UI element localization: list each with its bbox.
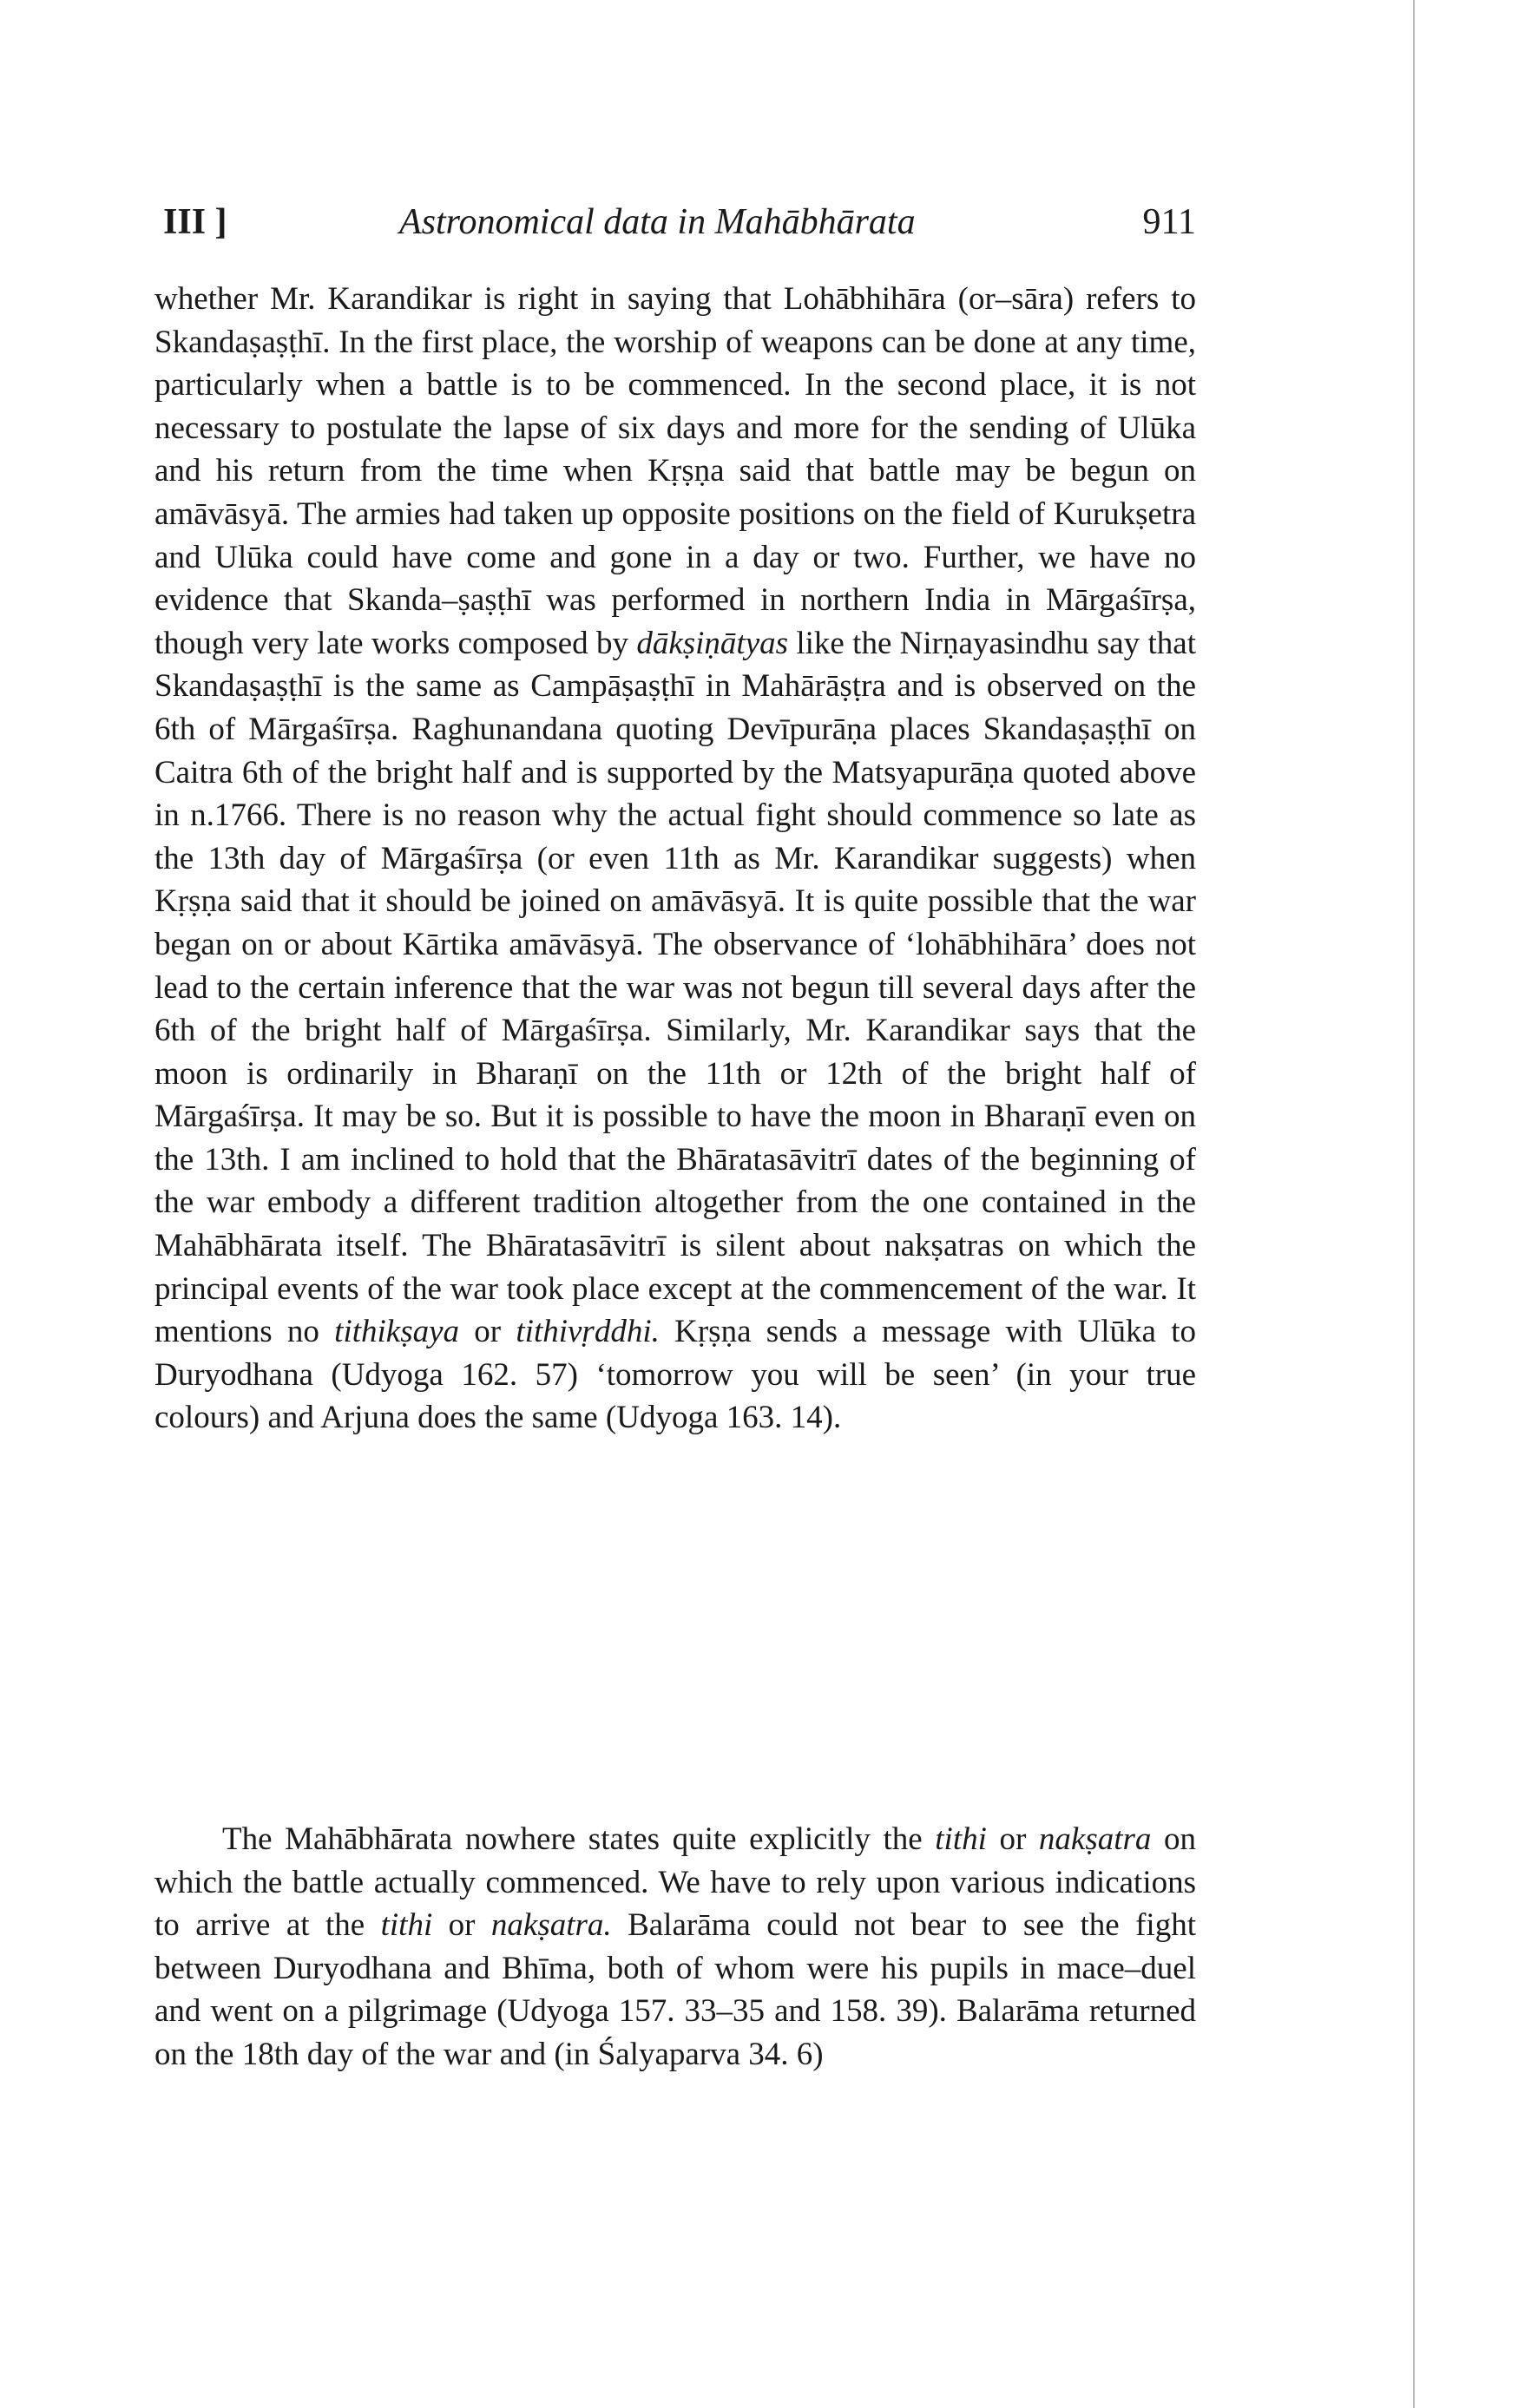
running-title: Astronomical data in Mahābhārata [399, 202, 916, 242]
italic-term: tithi [380, 1907, 433, 1944]
paragraph-text: The Mahābhārata nowhere states quite explicitly the [222, 1821, 936, 1857]
section-number: III ] [163, 202, 227, 242]
paragraph-text: or [459, 1314, 516, 1350]
italic-term: tithivṛddhi. [516, 1314, 660, 1350]
paragraph-text: on which the battle actually commenced. We have to rely upon various indications to arrive at the [154, 1821, 1196, 1944]
italic-term: dākṣiṇātyas [636, 625, 789, 661]
running-header [163, 201, 1196, 253]
paragraph-text: or [432, 1907, 491, 1944]
italic-term: nakṣatra [1038, 1821, 1152, 1857]
paragraph-text: whether Mr. Karandikar is right in saying that Lohābhihāra (or–sāra) refers to Skandaṣaṣṭhī. In the first place, the worship of weapons can be done at any time, particularly when a battle is to be commenced. In the second place, it is not necessary to postulate the lapse of six days and more for the sending of Ulūka and his return from the time when Kṛṣṇa said that battle may be begun on amāvāsyā. The armies had taken up opposite positions on the field of Kurukṣetra and Ulūka could have come and gone in a day or two. Further, we have no evidence that Skanda–ṣaṣṭhī was performed in northern India in Mārgaśīrṣa, though very late works composed by [154, 281, 1196, 661]
paragraph-text: like the Nirṇayasindhu say that Skandaṣaṣṭhī is the same as Campāṣaṣṭhī in Mahārāṣṭra and is observed on the 6th of Mārgaśīrṣa. Raghunandana quoting Devīpurāṇa places Skandaṣaṣṭhī on Caitra 6th of the bright half and is supported by the Matsyapurāṇa quoted above in n.1766. There is no reason why the actual fight should commence so late as the 13th day of Mārgaśīrṣa (or even 11th as Mr. Karandikar suggests) when Kṛṣṇa said that it should be joined on amāvāsyā. It is quite possible that the war began on or about Kārtika amāvāsyā. The observance of ‘lohābhihāra’ does not lead to the certain inference that the war was not begun till several days after the 6th of the bright half of Mārgaśīrṣa. Similarly, Mr. Karandikar says that the moon is ordinarily in Bharaṇī on the 11th or 12th of the bright half of Mārgaśīrṣa. It may be so. But it is possible to have the moon in Bharaṇī even on the 13th. I am inclined to hold that the Bhāratasāvitrī dates of the beginning of the war embody a different tradition altogether from the one contained in the Mahābhārata itself. The Bhāratasāvitrī is silent about nakṣatras on which the principal events of the war took place except at the commencement of the war. It mentions no [154, 625, 1196, 1350]
body-paragraph-2 [154, 1818, 1196, 2077]
italic-term: tithikṣaya [334, 1314, 460, 1350]
paragraph-text: or [986, 1821, 1039, 1857]
paragraph-text: Balarāma could not bear to see the fight between Duryodhana and Bhīma, both of whom were his pupils in mace–duel and went on a pilgrimage (Udyoga 157. 33–35 and 158. 39). Balarāma returned on the 18th day of the war and (in Śalyaparva 34. 6) [154, 1907, 1196, 2072]
italic-term: tithi [935, 1821, 987, 1857]
page-edge-line [1413, 0, 1415, 2408]
page-number: 911 [1142, 202, 1196, 242]
paragraph-text: Kṛṣṇa sends a message with Ulūka to Duryodhana (Udyoga 162. 57) ‘tomorrow you will be seen’ (in your true colours) and Arjuna does the same (Udyoga 163. 14). [154, 1314, 1196, 1436]
italic-term: nakṣatra. [490, 1907, 612, 1944]
body-paragraph-1 [154, 278, 1196, 1440]
